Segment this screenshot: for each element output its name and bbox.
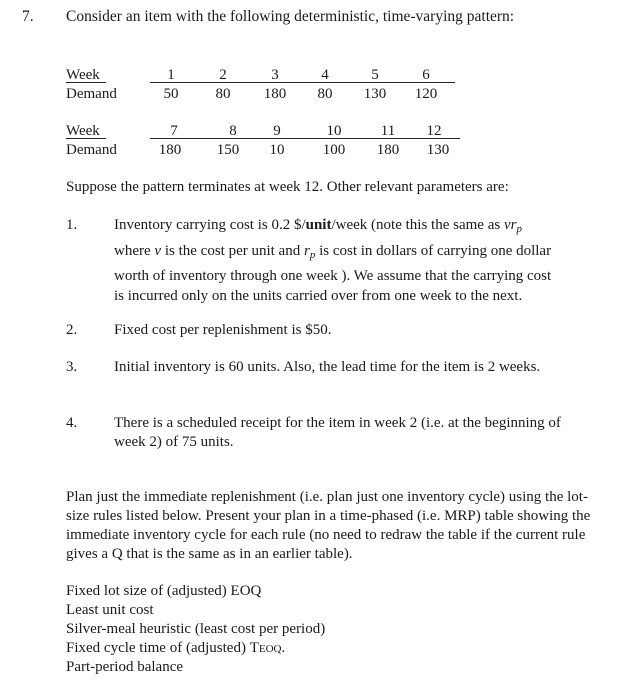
param-1-math-vr: vr [503, 217, 517, 233]
param-1-text-bold: unit [305, 217, 332, 233]
rule-item: Fixed lot size of (adjusted) EOQ [66, 583, 262, 599]
param-3-number: 3. [66, 359, 78, 375]
param-3-text: Initial inventory is 60 units. Also, the lead time for the item is 2 weeks. [114, 359, 541, 375]
question-number: 7. [22, 8, 34, 25]
table2-demand-cell: 150 [216, 142, 240, 158]
param-1-line2-v: v [154, 243, 162, 259]
table1-demand-cell: 50 [163, 86, 179, 102]
parameters-intro: Suppose the pattern terminates at week 12. Other relevant parameters are: [66, 179, 509, 195]
rule-item: Silver-meal heuristic (least cost per period) [66, 621, 326, 637]
param-4-line2: week 2) of 75 units. [114, 434, 234, 450]
param-1-line2-b: is the cost per unit and [161, 243, 304, 259]
param-1-math-sub: p [516, 223, 522, 235]
table1-week-cell: 2 [219, 67, 227, 83]
param-2-number: 2. [66, 322, 78, 338]
question-intro: Consider an item with the following deterministic, time-varying pattern: [66, 8, 515, 25]
table1-week-cell: 3 [271, 67, 279, 83]
param-1-number: 1. [66, 217, 78, 233]
plan-instructions: Plan just the immediate replenishment (i.e. plan just one inventory cycle) using the lot-size rules listed below. Present your plan in a time-phased (i.e. MRP) table showing the immediate inventory cycle for each rule (no need to redraw the table if the current rule gives a Q that is the same as in an earlier table). [66, 489, 591, 562]
table2-week-label: Week [66, 123, 100, 139]
rule-item: Part-period balance [66, 659, 184, 675]
table2-demand-cell: 10 [269, 142, 285, 158]
table2-week-cell: 9 [273, 123, 281, 139]
rule-4-prefix: Fixed cycle time of (adjusted) [66, 640, 250, 656]
table1-week-cell: 5 [371, 67, 379, 83]
param-1-text-a: Inventory carrying cost is 0.2 $/ [114, 217, 306, 233]
rule-item: Least unit cost [66, 602, 154, 618]
param-4-number: 4. [66, 415, 78, 431]
table2-demand-cell: 180 [158, 142, 182, 158]
param-1-text-b: /week (note this the same as [331, 217, 504, 233]
table2-week-cell: 11 [380, 123, 396, 139]
table1-week-cell: 1 [167, 67, 175, 83]
table1-demand-cell: 130 [363, 86, 387, 102]
table2-demand-cell: 180 [376, 142, 400, 158]
table2-label-underline [66, 138, 106, 139]
rule-4-teoq: Teoq [249, 640, 282, 656]
param-1-line2-sub: p [309, 249, 316, 261]
table1-demand-cell: 180 [263, 86, 287, 102]
table2-week-cell: 8 [229, 123, 237, 139]
table1-demand-cell: 80 [317, 86, 333, 102]
param-1-line2-c: is cost in dollars of carrying one dollar [315, 243, 552, 259]
table1-demand-cell: 80 [215, 86, 231, 102]
table1-demand-cell: 120 [414, 86, 438, 102]
table2-week-cell: 12 [426, 123, 442, 139]
param-4-text [114, 414, 561, 452]
table1-demand-label: Demand [66, 86, 117, 102]
table1-week-cell: 6 [422, 67, 430, 83]
table2-week-cell: 10 [326, 123, 342, 139]
param-1-line2-r: r [303, 243, 310, 259]
rule-4-suffix: . [281, 640, 286, 656]
param-1-line4: is incurred only on the units carried over from one week to the next. [114, 288, 523, 304]
param-1-line2-a: where [114, 243, 155, 259]
rule-item [66, 639, 325, 658]
table2-week-cell: 7 [170, 123, 178, 139]
table1-week-cell: 4 [321, 67, 329, 83]
table2-demand-cell: 100 [322, 142, 346, 158]
param-1-text [114, 214, 604, 306]
lot-size-rules-list [66, 582, 325, 677]
param-1-line3: worth of inventory through one week ). We assume that the carrying cost [114, 268, 552, 284]
param-4-line1: There is a scheduled receipt for the item in week 2 (i.e. at the beginning of [114, 415, 561, 431]
param-2-text: Fixed cost per replenishment is $50. [114, 322, 332, 338]
table2-demand-label: Demand [66, 142, 117, 158]
table1-week-label: Week [66, 67, 100, 83]
table1-label-underline [66, 82, 106, 83]
table2-demand-cell: 130 [426, 142, 450, 158]
